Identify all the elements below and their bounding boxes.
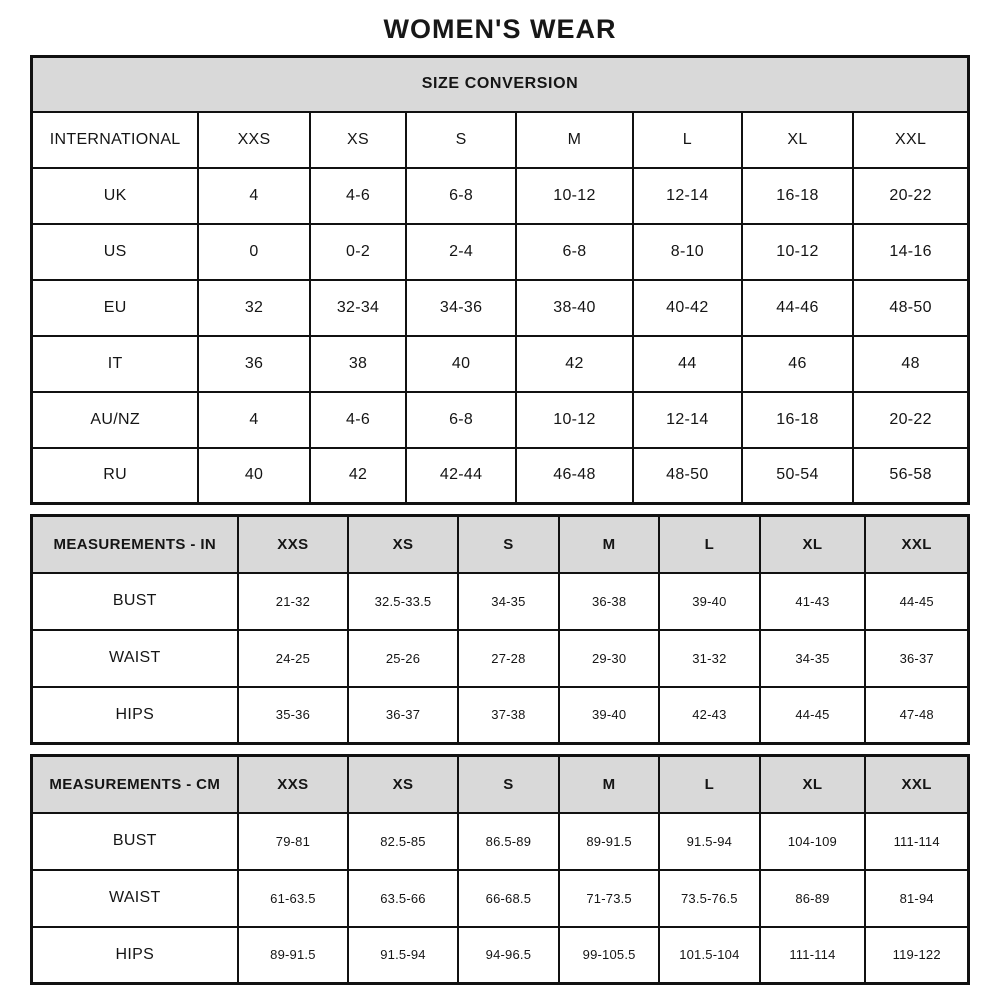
measurement-cell: 61-63.5 <box>238 870 349 927</box>
table-header-row <box>32 516 969 573</box>
size-cell: 44 <box>633 336 742 392</box>
size-cell: 12-14 <box>633 392 742 448</box>
size-cell: 46 <box>742 336 854 392</box>
measurements-cm-table <box>30 754 970 985</box>
size-header-xs: XS <box>348 516 458 573</box>
table-header-row <box>32 756 969 813</box>
measurement-cell: 32.5-33.5 <box>348 573 458 630</box>
measurements-in-table <box>30 514 970 745</box>
size-cell: 4 <box>198 168 310 224</box>
size-cell: 50-54 <box>742 448 854 504</box>
row-label: AU/NZ <box>32 392 199 448</box>
size-cell: 16-18 <box>742 168 854 224</box>
size-cell: 0-2 <box>310 224 407 280</box>
measurement-cell: 42-43 <box>659 687 759 744</box>
size-cell: 6-8 <box>406 168 516 224</box>
size-header-s: S <box>406 112 516 168</box>
row-label: BUST <box>32 573 238 630</box>
size-cell: 42-44 <box>406 448 516 504</box>
table-row <box>32 112 969 168</box>
size-cell: 10-12 <box>742 224 854 280</box>
table-row <box>32 280 969 336</box>
measurement-cell: 25-26 <box>348 630 458 687</box>
table-row <box>32 392 969 448</box>
measurement-cell: 73.5-76.5 <box>659 870 759 927</box>
measurement-cell: 81-94 <box>865 870 968 927</box>
size-cell: 48-50 <box>853 280 968 336</box>
size-header-xxl: XXL <box>865 756 968 813</box>
size-cell: 4-6 <box>310 392 407 448</box>
size-conversion-title: SIZE CONVERSION <box>32 57 969 112</box>
measurement-cell: 63.5-66 <box>348 870 458 927</box>
size-header-xxl: XXL <box>865 516 968 573</box>
measurement-cell: 47-48 <box>865 687 968 744</box>
measurement-cell: 41-43 <box>760 573 866 630</box>
row-label: UK <box>32 168 199 224</box>
table-row <box>32 630 969 687</box>
measurement-cell: 71-73.5 <box>559 870 659 927</box>
page-title: WOMEN'S WEAR <box>383 14 617 44</box>
row-label: WAIST <box>32 870 238 927</box>
size-conversion-table <box>30 55 970 505</box>
size-cell: 40-42 <box>633 280 742 336</box>
table-section-header-row <box>32 57 969 112</box>
size-cell: 6-8 <box>516 224 633 280</box>
measurements-in-title: MEASUREMENTS - IN <box>32 516 238 573</box>
size-cell: 20-22 <box>853 168 968 224</box>
row-label: HIPS <box>32 687 238 744</box>
size-header-xxs: XXS <box>238 516 349 573</box>
measurement-cell: 24-25 <box>238 630 349 687</box>
size-cell: 20-22 <box>853 392 968 448</box>
size-header-l: L <box>659 516 759 573</box>
size-cell: 56-58 <box>853 448 968 504</box>
row-label: IT <box>32 336 199 392</box>
table-row <box>32 870 969 927</box>
measurement-cell: 29-30 <box>559 630 659 687</box>
size-cell: 14-16 <box>853 224 968 280</box>
table-row <box>32 927 969 984</box>
measurement-cell: 27-28 <box>458 630 559 687</box>
size-cell: 8-10 <box>633 224 742 280</box>
measurement-cell: 34-35 <box>760 630 866 687</box>
size-header-xs: XS <box>310 112 407 168</box>
measurement-cell: 37-38 <box>458 687 559 744</box>
table-row <box>32 168 969 224</box>
measurement-cell: 101.5-104 <box>659 927 759 984</box>
measurement-cell: 99-105.5 <box>559 927 659 984</box>
size-cell: 40 <box>406 336 516 392</box>
measurement-cell: 44-45 <box>865 573 968 630</box>
size-cell: 32-34 <box>310 280 407 336</box>
measurement-cell: 89-91.5 <box>238 927 349 984</box>
size-cell: 4-6 <box>310 168 407 224</box>
size-cell: 46-48 <box>516 448 633 504</box>
size-header-m: M <box>559 516 659 573</box>
measurements-cm-title: MEASUREMENTS - CM <box>32 756 238 813</box>
table-row <box>32 224 969 280</box>
row-label: INTERNATIONAL <box>32 112 199 168</box>
measurement-cell: 86-89 <box>760 870 866 927</box>
size-cell: 6-8 <box>406 392 516 448</box>
size-header-xl: XL <box>760 516 866 573</box>
size-cell: 48-50 <box>633 448 742 504</box>
size-header-xs: XS <box>348 756 458 813</box>
measurement-cell: 79-81 <box>238 813 349 870</box>
size-header-xxs: XXS <box>238 756 349 813</box>
measurement-cell: 89-91.5 <box>559 813 659 870</box>
table-row <box>32 687 969 744</box>
measurement-cell: 36-37 <box>348 687 458 744</box>
size-cell: 10-12 <box>516 168 633 224</box>
size-header-xl: XL <box>742 112 854 168</box>
size-header-xxs: XXS <box>198 112 310 168</box>
table-row <box>32 336 969 392</box>
measurement-cell: 91.5-94 <box>659 813 759 870</box>
size-cell: 10-12 <box>516 392 633 448</box>
size-header-xl: XL <box>760 756 866 813</box>
measurement-cell: 111-114 <box>760 927 866 984</box>
size-header-s: S <box>458 756 559 813</box>
size-cell: 34-36 <box>406 280 516 336</box>
size-header-l: L <box>659 756 759 813</box>
measurement-cell: 36-38 <box>559 573 659 630</box>
measurement-cell: 66-68.5 <box>458 870 559 927</box>
row-label: EU <box>32 280 199 336</box>
measurement-cell: 104-109 <box>760 813 866 870</box>
size-cell: 16-18 <box>742 392 854 448</box>
measurement-cell: 39-40 <box>659 573 759 630</box>
size-cell: 32 <box>198 280 310 336</box>
measurement-cell: 36-37 <box>865 630 968 687</box>
measurement-cell: 111-114 <box>865 813 968 870</box>
size-cell: 48 <box>853 336 968 392</box>
size-header-s: S <box>458 516 559 573</box>
row-label: US <box>32 224 199 280</box>
row-label: WAIST <box>32 630 238 687</box>
measurement-cell: 119-122 <box>865 927 968 984</box>
measurement-cell: 86.5-89 <box>458 813 559 870</box>
size-cell: 38-40 <box>516 280 633 336</box>
measurement-cell: 39-40 <box>559 687 659 744</box>
measurement-cell: 35-36 <box>238 687 349 744</box>
measurement-cell: 34-35 <box>458 573 559 630</box>
size-header-l: L <box>633 112 742 168</box>
size-cell: 4 <box>198 392 310 448</box>
size-cell: 12-14 <box>633 168 742 224</box>
table-row <box>32 448 969 504</box>
size-header-xxl: XXL <box>853 112 968 168</box>
size-cell: 0 <box>198 224 310 280</box>
size-cell: 44-46 <box>742 280 854 336</box>
measurement-cell: 31-32 <box>659 630 759 687</box>
size-cell: 42 <box>516 336 633 392</box>
measurement-cell: 94-96.5 <box>458 927 559 984</box>
size-header-m: M <box>559 756 659 813</box>
size-header-m: M <box>516 112 633 168</box>
size-cell: 2-4 <box>406 224 516 280</box>
row-label: HIPS <box>32 927 238 984</box>
table-row <box>32 573 969 630</box>
size-cell: 38 <box>310 336 407 392</box>
size-cell: 40 <box>198 448 310 504</box>
size-cell: 36 <box>198 336 310 392</box>
row-label: RU <box>32 448 199 504</box>
table-row <box>32 813 969 870</box>
measurement-cell: 91.5-94 <box>348 927 458 984</box>
size-cell: 42 <box>310 448 407 504</box>
row-label: BUST <box>32 813 238 870</box>
measurement-cell: 44-45 <box>760 687 866 744</box>
measurement-cell: 21-32 <box>238 573 349 630</box>
measurement-cell: 82.5-85 <box>348 813 458 870</box>
